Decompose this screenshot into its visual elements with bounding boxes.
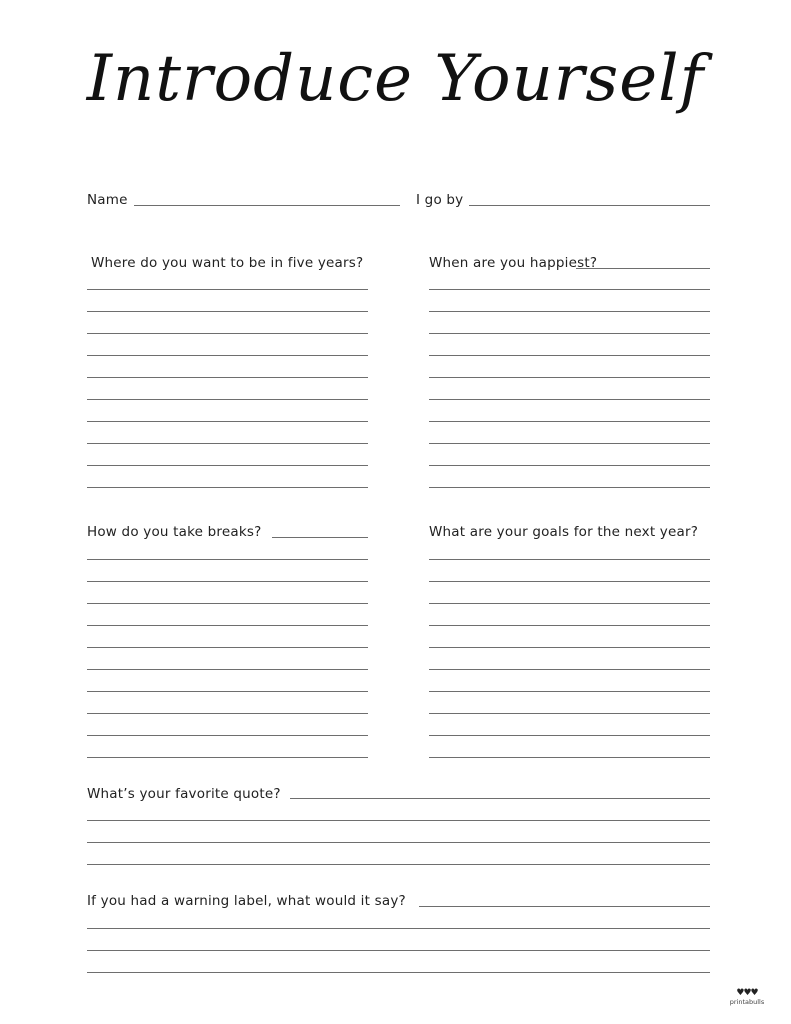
writing-line[interactable]: [87, 820, 710, 821]
writing-line[interactable]: [87, 421, 368, 422]
writing-line[interactable]: [87, 559, 368, 560]
writing-line[interactable]: [87, 625, 368, 626]
writing-line[interactable]: [429, 559, 710, 560]
writing-line[interactable]: [87, 735, 368, 736]
writing-line[interactable]: [429, 603, 710, 604]
name-field-line[interactable]: [134, 205, 400, 206]
writing-line[interactable]: [87, 377, 368, 378]
writing-line[interactable]: [429, 443, 710, 444]
writing-line[interactable]: [87, 647, 368, 648]
writing-line[interactable]: [87, 691, 368, 692]
writing-line[interactable]: [429, 757, 710, 758]
writing-line[interactable]: [429, 581, 710, 582]
writing-line[interactable]: [429, 465, 710, 466]
goby-label: I go by: [416, 192, 464, 208]
name-label: Name: [87, 192, 128, 208]
writing-line[interactable]: [87, 669, 368, 670]
question-five-years: Where do you want to be in five years?: [91, 255, 364, 271]
goby-field-line[interactable]: [469, 205, 710, 206]
page-title: Introduce Yourself: [86, 42, 705, 116]
writing-line[interactable]: [429, 691, 710, 692]
writing-line[interactable]: [429, 333, 710, 334]
writing-line[interactable]: [87, 465, 368, 466]
writing-line[interactable]: [87, 355, 368, 356]
writing-line[interactable]: [429, 647, 710, 648]
writing-line[interactable]: [429, 625, 710, 626]
writing-line[interactable]: [429, 289, 710, 290]
question-breaks: How do you take breaks?: [87, 524, 262, 540]
writing-line[interactable]: [429, 487, 710, 488]
writing-line[interactable]: [429, 421, 710, 422]
writing-line[interactable]: [429, 355, 710, 356]
question-warning: If you had a warning label, what would it say?: [87, 893, 406, 909]
writing-line[interactable]: [429, 713, 710, 714]
question-goals: What are your goals for the next year?: [429, 524, 699, 540]
writing-line[interactable]: [87, 581, 368, 582]
writing-line[interactable]: [87, 864, 710, 865]
writing-line[interactable]: [87, 713, 368, 714]
printabulls-logo: [728, 988, 766, 1014]
writing-line[interactable]: [87, 603, 368, 604]
writing-line[interactable]: [87, 972, 710, 973]
writing-line[interactable]: [429, 377, 710, 378]
breaks-inline-line[interactable]: [272, 537, 368, 538]
writing-line[interactable]: [429, 399, 710, 400]
writing-line[interactable]: [87, 487, 368, 488]
writing-line[interactable]: [87, 399, 368, 400]
writing-line[interactable]: [87, 757, 368, 758]
question-happiest: When are you happiest?: [429, 255, 598, 271]
quote-inline-line[interactable]: [290, 798, 710, 799]
writing-line[interactable]: [87, 443, 368, 444]
happiest-inline-line[interactable]: [576, 268, 710, 269]
warning-inline-line[interactable]: [419, 906, 710, 907]
bull-mascot-icon: ♥♥♥: [736, 988, 758, 998]
writing-line[interactable]: [429, 735, 710, 736]
writing-line[interactable]: [87, 311, 368, 312]
writing-line[interactable]: [87, 289, 368, 290]
question-quote: What’s your favorite quote?: [87, 786, 281, 802]
writing-line[interactable]: [87, 928, 710, 929]
writing-line[interactable]: [87, 842, 710, 843]
writing-line[interactable]: [87, 333, 368, 334]
writing-line[interactable]: [429, 669, 710, 670]
writing-line[interactable]: [429, 311, 710, 312]
writing-line[interactable]: [87, 950, 710, 951]
brand-label: printabulls: [729, 998, 765, 1006]
